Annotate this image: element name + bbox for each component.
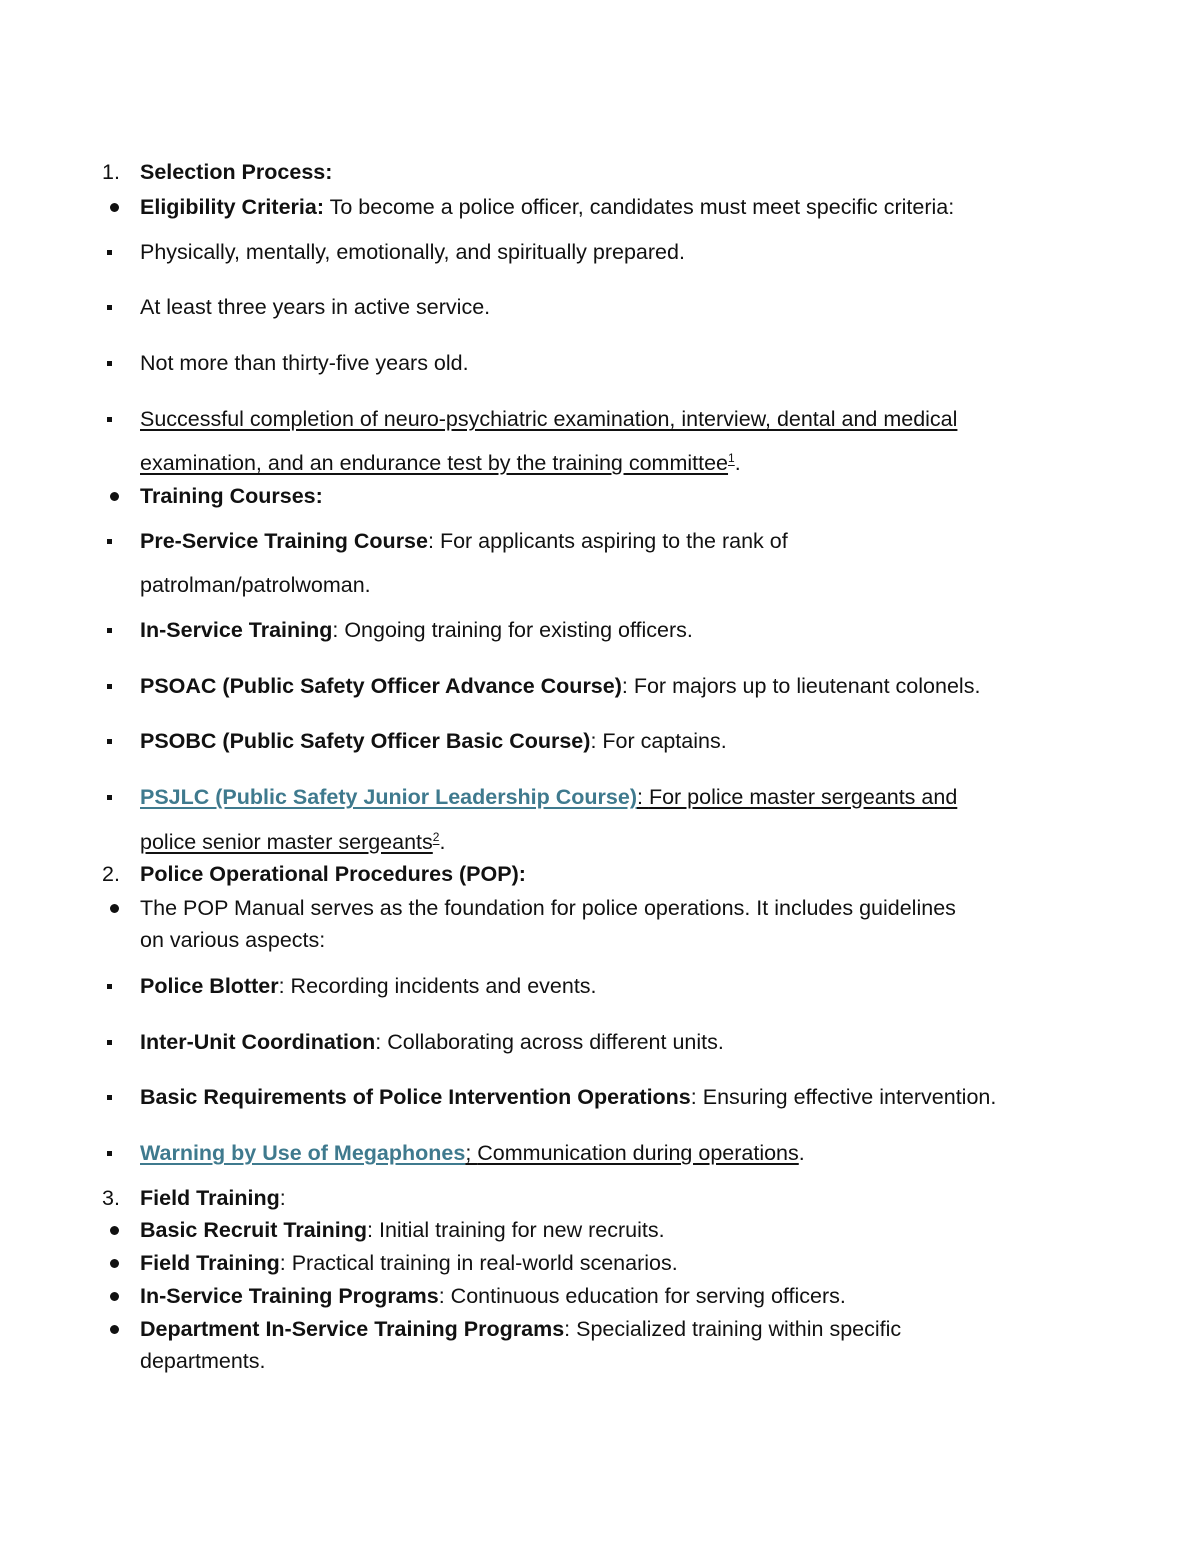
item-label: Basic Recruit Training: [140, 1218, 368, 1242]
item-text: Recording incidents and events.: [290, 974, 597, 998]
sub-list-item-continuation: examination, and an endurance test by the training committee$^1$.: [140, 450, 741, 475]
sub-list-item: PSOBC (Public Safety Officer Basic Course): For captains.: [0, 724, 1200, 758]
sub-list-item: Basic Requirements of Police Intervention Operations: Ensuring effective intervention.: [0, 1080, 1200, 1114]
item-label: Inter-Unit Coordination: [140, 1030, 376, 1054]
square-bullet-icon: [102, 235, 132, 269]
section-title: Selection Process: [140, 160, 326, 184]
bullet-icon: [102, 891, 132, 925]
list-item: Basic Recruit Training: Initial training for new recruits.: [0, 1213, 1200, 1247]
item-label: Eligibility Criteria: [140, 195, 317, 219]
square-bullet-icon: [102, 969, 132, 1003]
list-number: 1.: [102, 160, 120, 184]
sub-list-item: Police Blotter: Recording incidents and events.: [0, 969, 1200, 1003]
item-text: Practical training in real-world scenarios.: [291, 1251, 678, 1275]
square-bullet-icon: [102, 1080, 132, 1114]
item-text: For police master sergeants and: [648, 785, 958, 809]
item-label: In-Service Training Programs: [140, 1284, 439, 1308]
item-label: Field Training: [140, 1251, 280, 1275]
list-number: 3.: [102, 1186, 120, 1210]
bullet-icon: [102, 1312, 132, 1346]
item-text: patrolman/patrolwoman.: [140, 573, 371, 597]
square-bullet-icon: [102, 669, 132, 703]
square-bullet-icon: [102, 780, 132, 814]
item-text: For majors up to lieutenant colonels.: [633, 674, 981, 698]
item-text: For applicants aspiring to the rank of: [439, 529, 788, 553]
footnote-ref[interactable]: 2: [432, 829, 440, 844]
sub-list-item: Pre-Service Training Course: For applicants aspiring to the rank of: [0, 524, 1200, 558]
list-item: Training Courses:: [0, 479, 1200, 513]
item-text: To become a police officer, candidates must meet specific criteria:: [329, 195, 955, 219]
item-text: Communication during operations: [477, 1141, 799, 1165]
megaphone-link[interactable]: Warning by Use of Megaphones: [140, 1141, 466, 1165]
section-title: Police Operational Procedures (POP): [140, 862, 519, 886]
list-item: Department In-Service Training Programs: Specialized training within specific: [0, 1312, 1200, 1346]
list-item: [0, 891, 1200, 925]
list-item: In-Service Training Programs: Continuous education for serving officers.: [0, 1279, 1200, 1313]
section-title: Field Training: [140, 1186, 280, 1210]
section-heading-3: 3. Field Training:: [0, 1181, 1200, 1215]
sub-list-item: PSOAC (Public Safety Officer Advance Course): For majors up to lieutenant colonels.: [0, 669, 1200, 703]
sub-list-item: [0, 290, 1200, 324]
sub-list-item: PSJLC (Public Safety Junior Leadership Course): For police master sergeants and: [0, 780, 1200, 814]
sub-list-item: [0, 402, 1200, 436]
square-bullet-icon: [102, 346, 132, 380]
list-item-continuation: [0, 1344, 1200, 1378]
list-item-continuation: [0, 923, 1200, 957]
item-text: Physically, mentally, emotionally, and spiritually prepared.: [140, 240, 685, 264]
item-text: The POP Manual serves as the foundation for police operations. It includes guidelines: [140, 896, 956, 920]
section-heading-1: 1. Selection Process:: [0, 155, 1200, 189]
item-text: Collaborating across different units.: [387, 1030, 724, 1054]
item-label: PSOBC (Public Safety Officer Basic Course): [140, 729, 591, 753]
square-bullet-icon: [102, 290, 132, 324]
bullet-icon: [102, 190, 132, 224]
list-item: Eligibility Criteria: To become a police officer, candidates must meet specific criteria:: [0, 190, 1200, 224]
square-bullet-icon: [102, 724, 132, 758]
square-bullet-icon: [102, 1025, 132, 1059]
sub-list-item-continuation: [0, 568, 1200, 602]
item-label: In-Service Training: [140, 618, 333, 642]
item-text: At least three years in active service.: [140, 295, 491, 319]
item-text: on various aspects:: [140, 928, 326, 952]
item-label: Department In-Service Training Programs: [140, 1317, 565, 1341]
item-text: Ensuring effective intervention.: [702, 1085, 997, 1109]
sub-list-item-continuation: police senior master sergeants$^2$.: [140, 829, 446, 854]
square-bullet-icon: [102, 402, 132, 436]
item-label: Pre-Service Training Course: [140, 529, 428, 553]
item-text: Initial training for new recruits.: [378, 1218, 665, 1242]
footnote-ref[interactable]: 1: [728, 450, 735, 465]
list-item: Field Training: Practical training in real-world scenarios.: [0, 1246, 1200, 1280]
item-text: Ongoing training for existing officers.: [344, 618, 693, 642]
sub-list-item: In-Service Training: Ongoing training for existing officers.: [0, 613, 1200, 647]
sub-list-item: [0, 346, 1200, 380]
item-text: examination, and an endurance test by the training committee: [140, 451, 729, 475]
item-label: Police Blotter: [140, 974, 279, 998]
item-label: Training Courses: [140, 484, 316, 508]
item-label: PSOAC (Public Safety Officer Advance Course): [140, 674, 622, 698]
bullet-icon: [102, 479, 132, 513]
sub-list-item: [0, 235, 1200, 269]
item-label: Basic Requirements of Police Intervention Operations: [140, 1085, 691, 1109]
item-text: Continuous education for serving officers.: [450, 1284, 846, 1308]
bullet-icon: [102, 1213, 132, 1247]
course-link[interactable]: PSJLC (Public Safety Junior Leadership Course): [140, 785, 637, 809]
sub-list-item: Warning by Use of Megaphones; Communication during operations.: [0, 1136, 1200, 1170]
sub-list-item: Inter-Unit Coordination: Collaborating across different units.: [0, 1025, 1200, 1059]
list-number: 2.: [102, 862, 120, 886]
section-heading-2: 2. Police Operational Procedures (POP):: [0, 857, 1200, 891]
item-text: police senior master sergeants: [140, 830, 433, 854]
square-bullet-icon: [102, 524, 132, 558]
item-text: Successful completion of neuro-psychiatric examination, interview, dental and medical: [140, 407, 958, 431]
square-bullet-icon: [102, 613, 132, 647]
bullet-icon: [102, 1246, 132, 1280]
bullet-icon: [102, 1279, 132, 1313]
item-text: Specialized training within specific: [576, 1317, 902, 1341]
item-text: departments.: [140, 1349, 266, 1373]
item-text: Not more than thirty-five years old.: [140, 351, 469, 375]
square-bullet-icon: [102, 1136, 132, 1170]
item-text: For captains.: [602, 729, 727, 753]
